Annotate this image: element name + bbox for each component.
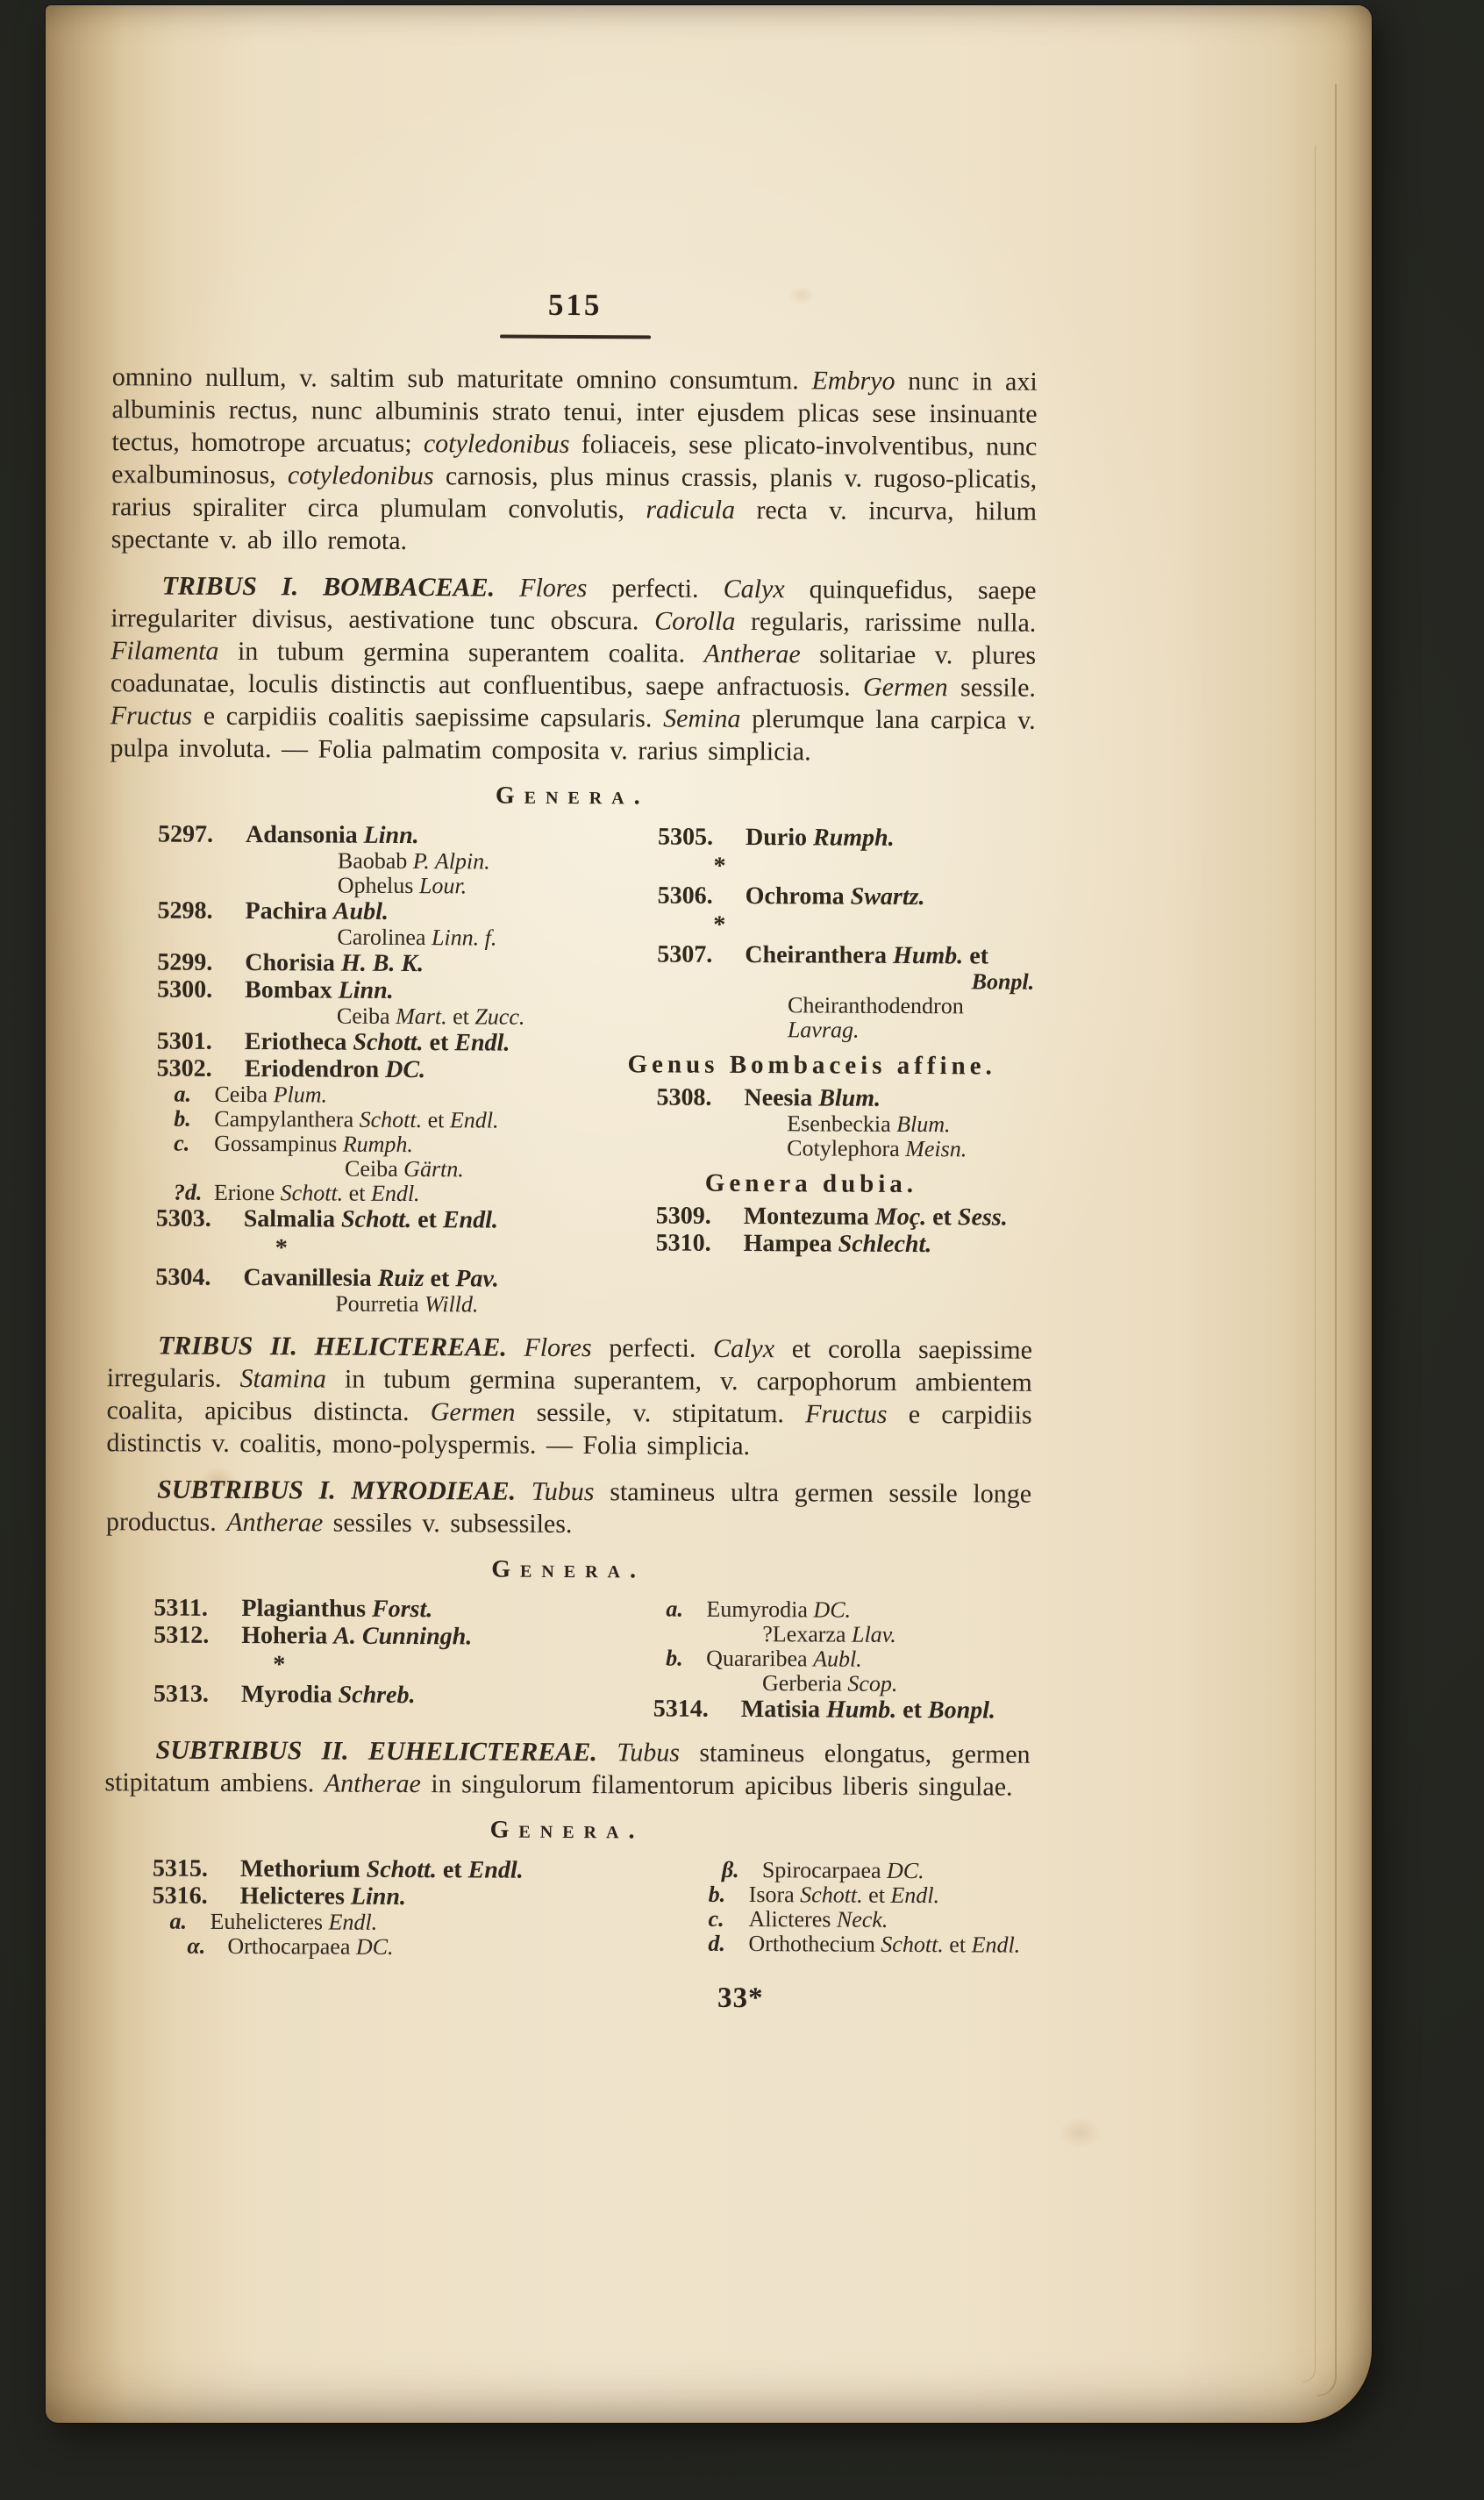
text-segment: Esenbeckia xyxy=(787,1111,897,1137)
text-segment: Schott. xyxy=(800,1882,863,1908)
tribus-2-paragraph xyxy=(106,1329,1032,1464)
text-segment: a. xyxy=(174,1081,192,1107)
text-segment: DC. xyxy=(813,1596,852,1623)
text-segment: 5298. xyxy=(157,896,213,925)
text-segment: Llav. xyxy=(851,1621,896,1647)
text-segment: β. xyxy=(721,1856,739,1882)
text-segment: Ceiba xyxy=(336,1003,396,1029)
genera-list-euhelictereae-left-column xyxy=(103,1854,586,1961)
text-segment: Antherae xyxy=(703,639,801,669)
text-segment: 5300. xyxy=(157,975,213,1004)
text-segment: Flores xyxy=(524,1332,592,1363)
page-content xyxy=(103,3,1039,2016)
text-segment: et xyxy=(963,942,989,970)
text-segment: Pourretia xyxy=(335,1290,425,1318)
text-segment: Gärtn. xyxy=(403,1155,464,1182)
text-segment: Eriodendron xyxy=(244,1055,386,1083)
text-segment: Lavrag. xyxy=(787,1017,860,1043)
list-item xyxy=(158,821,591,851)
list-item xyxy=(591,850,849,883)
text-segment: Schott. xyxy=(280,1180,344,1206)
text-segment: Aubl. xyxy=(813,1646,862,1672)
text-segment: Hoheria xyxy=(241,1622,334,1650)
text-segment: foliaceis, sese plicato-involventibus, nunc exalbuminosus, xyxy=(111,429,1038,490)
list-item xyxy=(590,1052,1034,1079)
list-item xyxy=(587,1646,1031,1673)
list-item xyxy=(587,1621,1031,1648)
text-segment: Germen xyxy=(430,1397,516,1427)
list-item xyxy=(158,873,591,900)
list-item xyxy=(152,1933,585,1961)
genera-list-bombaceae-left-column xyxy=(107,820,591,1318)
list-item xyxy=(156,1082,589,1110)
text-segment: 5306. xyxy=(657,882,713,910)
text-segment: cotyledonibus xyxy=(287,461,434,491)
text-segment: * xyxy=(275,1234,288,1262)
text-segment: Rumph. xyxy=(342,1131,414,1158)
genera-list-bombaceae-right-column xyxy=(589,823,1035,1320)
text-segment: Schreb. xyxy=(338,1681,416,1710)
list-item xyxy=(156,1205,589,1235)
text-segment: e carpidiis coalitis saepissime capsularis. xyxy=(191,701,664,733)
text-segment: Quararibea xyxy=(706,1645,814,1672)
text-segment: Neesia xyxy=(744,1084,819,1112)
text-segment: α. xyxy=(187,1932,206,1959)
text-segment: Montezuma xyxy=(743,1203,875,1231)
text-segment: Salmalia xyxy=(243,1205,342,1233)
text-segment: in tubum germina superantem, v. carpophorum ambientem coalita, apicibus distincta. xyxy=(106,1364,1032,1427)
list-item xyxy=(590,909,848,942)
text-segment: Bonpl. xyxy=(971,968,1035,995)
text-segment: regularis, rarissime nulla. xyxy=(735,606,1037,638)
list-item xyxy=(158,848,591,875)
text-segment: sessile. xyxy=(947,673,1037,703)
text-segment: 5304. xyxy=(155,1263,211,1291)
text-segment: stamineus ultra germen sessile longe productus. xyxy=(105,1477,1032,1537)
list-item xyxy=(153,1680,587,1710)
text-segment: * xyxy=(713,852,726,880)
genera-list-myrodieae-right-column xyxy=(587,1596,1031,1725)
list-item xyxy=(590,992,1034,1044)
text-segment: Myrodia xyxy=(240,1681,339,1709)
text-segment: perfecti. xyxy=(591,1333,714,1363)
text-segment: 5310. xyxy=(655,1229,711,1257)
text-segment: Moç. xyxy=(874,1203,927,1232)
list-item xyxy=(156,1181,589,1208)
text-segment: et xyxy=(896,1696,929,1725)
text-segment: TRIBUS I. BOMBACEAE. xyxy=(161,571,496,603)
genera-list-euhelictereae-right-column xyxy=(585,1857,1030,1963)
text-segment: Semina xyxy=(663,704,741,733)
text-segment: SUBTRIBUS II. EUHELICTEREAE. xyxy=(155,1735,597,1768)
text-segment: 5305. xyxy=(657,823,714,851)
text-segment: Tubus xyxy=(617,1738,681,1768)
text-segment: Endl. xyxy=(442,1206,498,1234)
text-segment: 5315. xyxy=(152,1854,208,1882)
list-item xyxy=(156,1107,589,1134)
list-item xyxy=(155,1264,589,1294)
text-segment: Forst. xyxy=(371,1595,433,1624)
text-segment: b. xyxy=(666,1645,683,1671)
text-segment: Endl. xyxy=(890,1882,940,1909)
text-segment: et xyxy=(446,1004,475,1030)
tribus-1-paragraph xyxy=(110,569,1036,769)
text-segment: Durio xyxy=(745,824,814,852)
list-item xyxy=(152,1909,585,1936)
text-segment: Euhelicteres xyxy=(210,1908,329,1935)
list-item xyxy=(585,1931,1029,1958)
text-segment: Eriotheca xyxy=(244,1028,353,1056)
text-segment: Genus Bombaceis affine. xyxy=(627,1050,996,1081)
text-segment: et xyxy=(862,1882,891,1908)
text-segment: SUBTRIBUS I. MYRODIEAE. xyxy=(157,1475,517,1506)
list-item xyxy=(155,1291,589,1318)
text-segment: sessiles v. subsessiles. xyxy=(323,1508,573,1539)
list-item xyxy=(591,882,1035,911)
text-segment: b. xyxy=(174,1105,191,1132)
page-number: 515 xyxy=(547,287,603,323)
text-segment: c. xyxy=(174,1130,190,1156)
page-number-rule xyxy=(500,335,651,339)
text-segment: Helicteres xyxy=(239,1882,351,1911)
text-segment: et xyxy=(343,1180,372,1206)
text-segment: Meisn. xyxy=(905,1135,967,1162)
text-segment: Endl. xyxy=(971,1932,1021,1958)
text-segment: Ruiz xyxy=(377,1264,425,1293)
text-segment: 5312. xyxy=(153,1621,210,1649)
text-segment: Plum. xyxy=(273,1082,328,1108)
text-segment: et xyxy=(422,1107,451,1133)
list-item xyxy=(587,1695,1031,1725)
text-segment: 5303. xyxy=(155,1204,211,1232)
list-item xyxy=(153,1649,405,1682)
list-item xyxy=(157,949,590,979)
text-segment: Endl. xyxy=(454,1029,510,1057)
text-segment: a. xyxy=(169,1908,188,1934)
text-segment: 5316. xyxy=(152,1882,208,1910)
list-item xyxy=(153,1882,586,1911)
text-segment: DC. xyxy=(385,1055,426,1084)
text-segment: Germen xyxy=(862,672,948,703)
list-item xyxy=(158,897,591,927)
text-segment: et xyxy=(943,1932,972,1958)
text-segment: Swartz. xyxy=(850,882,925,911)
list-item xyxy=(591,823,1035,853)
list-item xyxy=(157,1028,590,1058)
text-segment: Gerberia xyxy=(761,1670,848,1696)
text-segment: Lour. xyxy=(418,873,467,899)
text-segment: et xyxy=(926,1204,959,1232)
text-segment: Ophelus xyxy=(337,872,419,899)
genera-heading-3: Genera. xyxy=(489,1816,645,1845)
text-segment: Antherae xyxy=(324,1768,421,1799)
text-segment: Endl. xyxy=(467,1856,524,1884)
text-segment: quinquefidus, saepe irregulariter divisus, aestivatione tunc obscura. xyxy=(111,575,1037,636)
text-segment: Willd. xyxy=(424,1291,479,1318)
text-segment: et corolla saepissime irregularis. xyxy=(106,1334,1033,1394)
text-segment: Blum. xyxy=(818,1084,881,1112)
text-segment: Ochroma xyxy=(745,882,851,911)
text-segment: Stamina xyxy=(239,1364,327,1394)
intro-paragraph xyxy=(111,361,1038,561)
text-segment: radicula xyxy=(646,495,736,525)
text-segment: TRIBUS II. HELICTEREAE. xyxy=(157,1331,507,1362)
text-segment: 5313. xyxy=(153,1680,209,1708)
text-segment: Scop. xyxy=(847,1670,898,1696)
text-segment: 5299. xyxy=(157,948,213,976)
text-segment: Schott. xyxy=(340,1205,412,1234)
text-segment: Humb. xyxy=(825,1696,897,1724)
signature-mark: 33* xyxy=(717,1982,764,2015)
genera-list-euhelictereae xyxy=(103,1854,1030,1963)
text-segment: Gossampinus xyxy=(214,1130,343,1157)
text-segment: ?Lexarza xyxy=(762,1621,853,1647)
subtribus-1-paragraph xyxy=(106,1473,1031,1543)
text-segment: Plagianthus xyxy=(241,1595,373,1623)
list-item xyxy=(587,1670,1031,1697)
text-segment: Carolinea xyxy=(337,924,432,951)
text-segment: 5302. xyxy=(156,1054,212,1082)
text-segment: Orthothecium xyxy=(748,1931,881,1957)
text-segment: Endl. xyxy=(449,1107,499,1133)
text-segment: ?d. xyxy=(173,1179,203,1205)
list-item xyxy=(590,968,1034,995)
list-item xyxy=(156,1132,589,1159)
text-segment: Endl. xyxy=(328,1909,378,1935)
text-segment: Antherae xyxy=(226,1507,324,1538)
text-segment: DC. xyxy=(355,1933,394,1960)
text-segment: Hampea xyxy=(743,1230,838,1258)
text-segment: b. xyxy=(708,1881,726,1907)
text-segment: 5309. xyxy=(655,1202,711,1230)
text-segment: Pachira xyxy=(245,897,333,925)
text-segment: Cavanillesia xyxy=(243,1264,378,1292)
text-segment: Chorisia xyxy=(245,949,342,977)
text-segment xyxy=(495,574,519,603)
text-segment: Blum. xyxy=(896,1111,951,1138)
text-segment: Isora xyxy=(748,1882,801,1908)
text-segment: et xyxy=(411,1206,443,1234)
text-segment: Cheiranthera xyxy=(745,941,894,969)
text-segment: in tubum germina superantem coalita. xyxy=(218,636,704,668)
text-segment: Mart. xyxy=(396,1003,447,1030)
text-segment: omnino nullum, v. saltim sub maturitate omnino consumtum. xyxy=(111,362,812,396)
text-segment: Schott. xyxy=(881,1931,944,1958)
text-segment: Schlecht. xyxy=(838,1230,932,1259)
text-segment: carnosis, plus minus crassis, planis v. rugoso-plicatis, rarius spiraliter circa plumulam convolutis, xyxy=(111,461,1038,525)
text-segment: Linn. xyxy=(363,821,419,850)
text-segment: Schott. xyxy=(353,1028,424,1057)
text-segment: stamineus elongatus, germen stipitatum ambiens. xyxy=(104,1738,1031,1798)
text-segment: Calyx xyxy=(723,574,785,604)
text-segment: cotyledonibus xyxy=(423,429,570,459)
text-segment: Spirocarpaea xyxy=(761,1857,888,1883)
text-segment: Campylanthera xyxy=(214,1105,360,1132)
text-segment: Bombax xyxy=(245,976,339,1004)
text-segment: Flores xyxy=(519,573,588,604)
list-item xyxy=(157,925,590,952)
text-segment: a. xyxy=(666,1596,684,1622)
genera-list-myrodieae xyxy=(105,1594,1031,1725)
text-segment: Baobab xyxy=(337,847,413,875)
text-segment: Humb. xyxy=(893,941,964,970)
text-segment: Rumph. xyxy=(812,824,895,852)
page-edge-line xyxy=(1302,146,1316,2382)
list-item xyxy=(156,1156,589,1183)
text-segment: sessile, v. stipitatum. xyxy=(515,1397,806,1429)
page-edge-line xyxy=(1317,84,1337,2396)
text-segment xyxy=(516,1477,532,1506)
text-segment: et xyxy=(436,1856,468,1884)
text-segment: Linn. f. xyxy=(431,925,497,951)
text-segment xyxy=(507,1333,524,1362)
list-item xyxy=(153,1854,586,1884)
list-item xyxy=(155,1232,407,1265)
text-segment: P. Alpin. xyxy=(412,848,490,875)
text-segment: Sess. xyxy=(957,1204,1008,1232)
text-segment: Endl. xyxy=(370,1180,420,1207)
text-segment: 5297. xyxy=(157,820,214,848)
list-item xyxy=(157,1004,590,1031)
list-item xyxy=(586,1857,1030,1884)
list-item xyxy=(157,1055,590,1085)
text-segment: Fructus xyxy=(805,1399,888,1429)
text-segment: Linn. xyxy=(338,976,394,1004)
list-item xyxy=(590,940,1034,970)
list-item xyxy=(587,1596,1031,1624)
text-segment: * xyxy=(713,911,726,939)
list-item xyxy=(589,1202,1033,1232)
text-segment: Schott. xyxy=(359,1106,423,1133)
list-item xyxy=(153,1595,587,1625)
text-segment: et xyxy=(424,1265,456,1293)
text-segment: recta v. incurva, hilum spectante v. ab illo remota. xyxy=(111,495,1038,555)
list-item xyxy=(586,1906,1030,1933)
list-item xyxy=(153,1622,587,1652)
text-segment: Corolla xyxy=(654,606,736,636)
text-segment: Embryo xyxy=(811,366,895,396)
text-segment: 5301. xyxy=(156,1027,212,1055)
text-segment: perfecti. xyxy=(587,574,724,604)
text-segment: Filamenta xyxy=(111,636,219,666)
text-segment: d. xyxy=(708,1930,726,1956)
text-segment: Adansonia xyxy=(245,821,364,849)
list-item xyxy=(589,1083,1033,1113)
list-item xyxy=(589,1229,1033,1259)
text-segment: Matisia xyxy=(740,1696,827,1724)
text-segment xyxy=(597,1738,617,1767)
text-segment: DC. xyxy=(886,1857,924,1884)
text-segment: 5311. xyxy=(153,1594,208,1622)
text-segment: Linn. xyxy=(350,1882,407,1911)
list-item xyxy=(589,1170,1033,1197)
text-segment: * xyxy=(273,1651,286,1679)
text-segment: Aubl. xyxy=(332,897,389,925)
text-segment: Fructus xyxy=(110,701,193,731)
text-segment: Erione xyxy=(213,1179,281,1206)
text-segment: Methorium xyxy=(239,1855,367,1883)
genera-list-myrodieae-left-column xyxy=(105,1594,588,1722)
text-segment: 5307. xyxy=(657,940,713,968)
text-segment: Eumyrodia xyxy=(706,1596,814,1623)
text-segment: Schott. xyxy=(366,1855,437,1884)
text-segment: Ceiba xyxy=(344,1155,404,1182)
genera-list-bombaceae xyxy=(107,820,1035,1320)
text-segment: Bonpl. xyxy=(927,1696,996,1725)
text-segment: plerumque lana carpica v. pulpa involuta. — Folia palmatim composita v. rarius simplicia. xyxy=(110,704,1036,767)
book-page xyxy=(46,5,1372,2423)
text-segment: et xyxy=(423,1029,455,1057)
text-segment: Pav. xyxy=(455,1265,499,1293)
text-segment: 5314. xyxy=(653,1695,709,1723)
text-segment: Calyx xyxy=(713,1333,775,1364)
text-segment: Zucc. xyxy=(474,1004,525,1030)
text-segment: Orthocarpaea xyxy=(227,1932,357,1960)
subtribus-2-paragraph xyxy=(104,1733,1030,1804)
list-item xyxy=(586,1882,1030,1909)
text-segment: Cotylephora xyxy=(787,1135,906,1161)
text-segment: H. B. K. xyxy=(340,949,425,978)
list-item xyxy=(157,976,590,1006)
text-segment: Cheiranthodendron xyxy=(787,992,964,1019)
text-segment: solitariae v. plures coadunatae, loculis distinctis aut confluentibus, saepe anfractuosis. xyxy=(110,639,1037,702)
list-item xyxy=(589,1135,1033,1162)
text-segment: Tubus xyxy=(531,1476,595,1507)
genera-heading-1: Genera. xyxy=(495,782,650,811)
list-item xyxy=(589,1111,1033,1138)
text-segment: in singulorum filamentorum apicibus liberis singulae. xyxy=(420,1769,1013,1802)
text-segment: 5308. xyxy=(656,1083,712,1111)
text-segment: c. xyxy=(708,1905,724,1932)
text-segment: e carpidiis distinctis v. coalitis, mono-polyspermis. — Folia simplicia. xyxy=(106,1399,1032,1461)
genera-heading-2: Genera. xyxy=(491,1555,646,1584)
text-segment: A. Cunningh. xyxy=(333,1622,473,1651)
text-segment: Alicteres xyxy=(748,1906,837,1932)
text-segment: nunc in axi albuminis rectus, nunc albuminis strato tenui, inter ejusdem plicas sese insinuante tectus, homotrope arcuatus; xyxy=(111,366,1038,459)
text-segment: Genera dubia. xyxy=(704,1168,918,1199)
text-segment: Neck. xyxy=(836,1906,888,1932)
text-segment: Ceiba xyxy=(214,1081,274,1108)
